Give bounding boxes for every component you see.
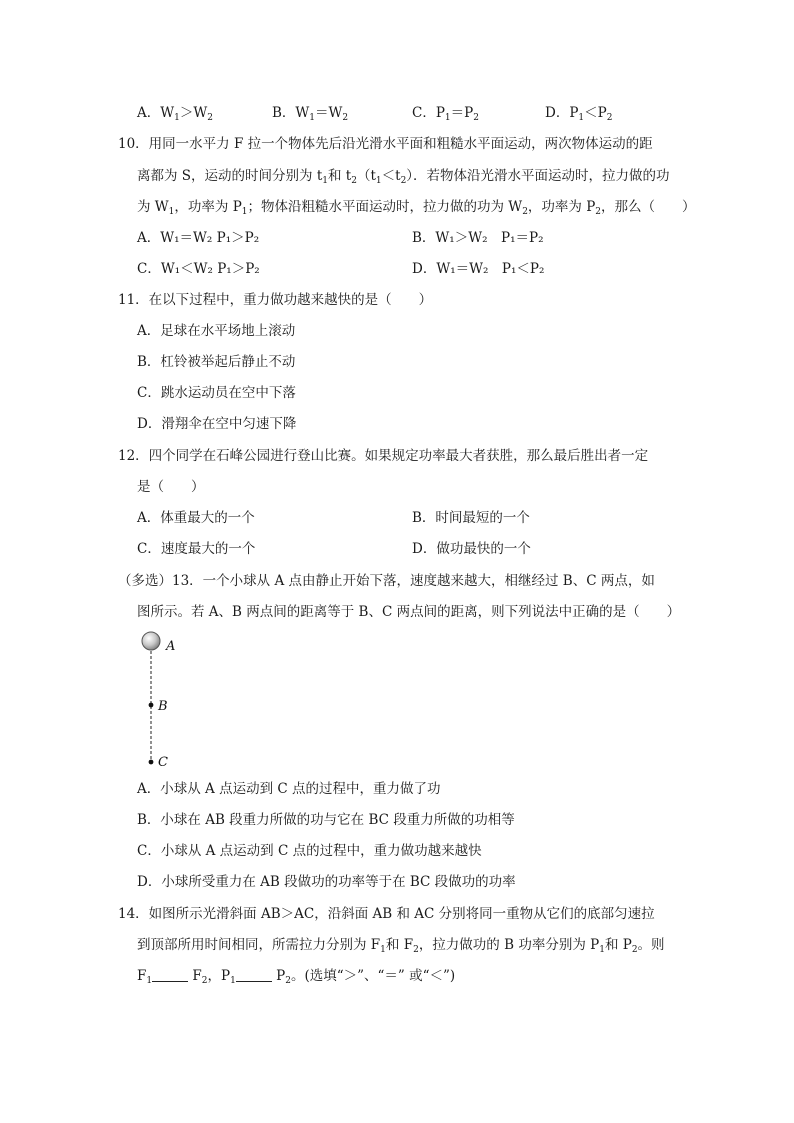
q14-stem-line-3: $F_1$ $F_2$，$P_1$ $P_2$。(选填“＞”、“＝” 或“＜”) — [137, 968, 456, 986]
q13-option-a: A．小球从 A 点运动到 C 点的过程中，重力做了功 — [137, 781, 441, 797]
point-b-dot — [149, 703, 154, 708]
q11-option-d: D．滑翔伞在空中匀速下降 — [137, 416, 297, 432]
q9-option-d: D．$P_1<P_2$ — [545, 105, 613, 123]
q11-option-a: A．足球在水平场地上滚动 — [137, 323, 296, 339]
falling-ball-figure — [130, 625, 190, 775]
q14-stem-line-2: 到顶部所用时间相同，所需拉力分别为 $F_1$和 $F_2$，拉力做功的 B 功率分别为 $P_1$和 $P_2$。则 — [137, 937, 665, 955]
label-c: C — [158, 755, 168, 770]
q12-stem-line-1: 12．四个同学在石峰公园进行登山比赛。如果规定功率最大者获胜，那么最后胜出者一定 — [118, 448, 649, 464]
q10-option-d: D．W₁＝W₂ P₁＜P₂ — [412, 261, 545, 277]
q10-option-b: B．W₁＞W₂ P₁＝P₂ — [412, 230, 544, 246]
q10-stem-line-3: 为 $W_1$，功率为 $P_1$；物体沿粗糙水平面运动时，拉力做的功为 $W_2$，功率为 $P_2$，那么（ ） — [137, 199, 696, 217]
q12-option-c: C．速度最大的一个 — [137, 541, 256, 557]
q11-option-b: B．杠铃被举起后静止不动 — [137, 354, 296, 370]
q10-stem-line-2: 离都为 S，运动的时间分别为 $t_1$和 $t_2(t_1<t_2)$．若物体沿光滑水平面运动时，拉力做的功 — [137, 168, 670, 186]
q12-option-a: A．体重最大的一个 — [137, 510, 255, 526]
point-c-dot — [149, 760, 154, 765]
q10-option-c: C．W₁＜W₂ P₁＞P₂ — [137, 261, 260, 277]
q13-option-d: D．小球所受重力在 AB 段做功的功率等于在 BC 段做功的功率 — [137, 874, 516, 890]
q10-option-a: A．W₁＝W₂ P₁＞P₂ — [137, 230, 260, 246]
q13-stem-line-2: 图所示。若 A、B 两点间的距离等于 B、C 两点间的距离，则下列说法中正确的是（ ） — [137, 604, 681, 620]
q12-stem-line-2: 是（ ） — [137, 479, 205, 495]
q10-stem-line-1: 10．用同一水平力 F 拉一个物体先后沿光滑水平面和粗糙水平面运动，两次物体运动的距 — [118, 136, 653, 152]
q13-option-c: C．小球从 A 点运动到 C 点的过程中，重力做功越来越快 — [137, 843, 482, 859]
q9-option-c: C．$P_1=P_2$ — [412, 105, 479, 123]
ball — [142, 632, 160, 650]
q12-option-d: D．做功最快的一个 — [412, 541, 531, 557]
q14-stem-line-1: 14．如图所示光滑斜面 AB＞AC，沿斜面 AB 和 AC 分别将同一重物从它们的底部匀速拉 — [118, 906, 655, 922]
answer-blank-f[interactable] — [152, 967, 188, 982]
label-b: B — [158, 699, 168, 714]
q9-option-a: A．$W_1>W_2$ — [137, 105, 213, 123]
q13-stem-line-1: （多选）13．一个小球从 A 点由静止开始下落，速度越来越大，相继经过 B、C 两点，如 — [118, 573, 655, 589]
q11-stem: 11．在以下过程中，重力做功越来越快的是（ ） — [118, 292, 433, 308]
label-a: A — [166, 639, 176, 654]
q12-option-b: B．时间最短的一个 — [412, 510, 530, 526]
q13-option-b: B．小球在 AB 段重力所做的功与它在 BC 段重力所做的功相等 — [137, 812, 515, 828]
answer-blank-p[interactable] — [236, 967, 272, 982]
q9-option-b: B．$W_1=W_2$ — [272, 105, 349, 123]
q11-option-c: C．跳水运动员在空中下落 — [137, 385, 296, 401]
